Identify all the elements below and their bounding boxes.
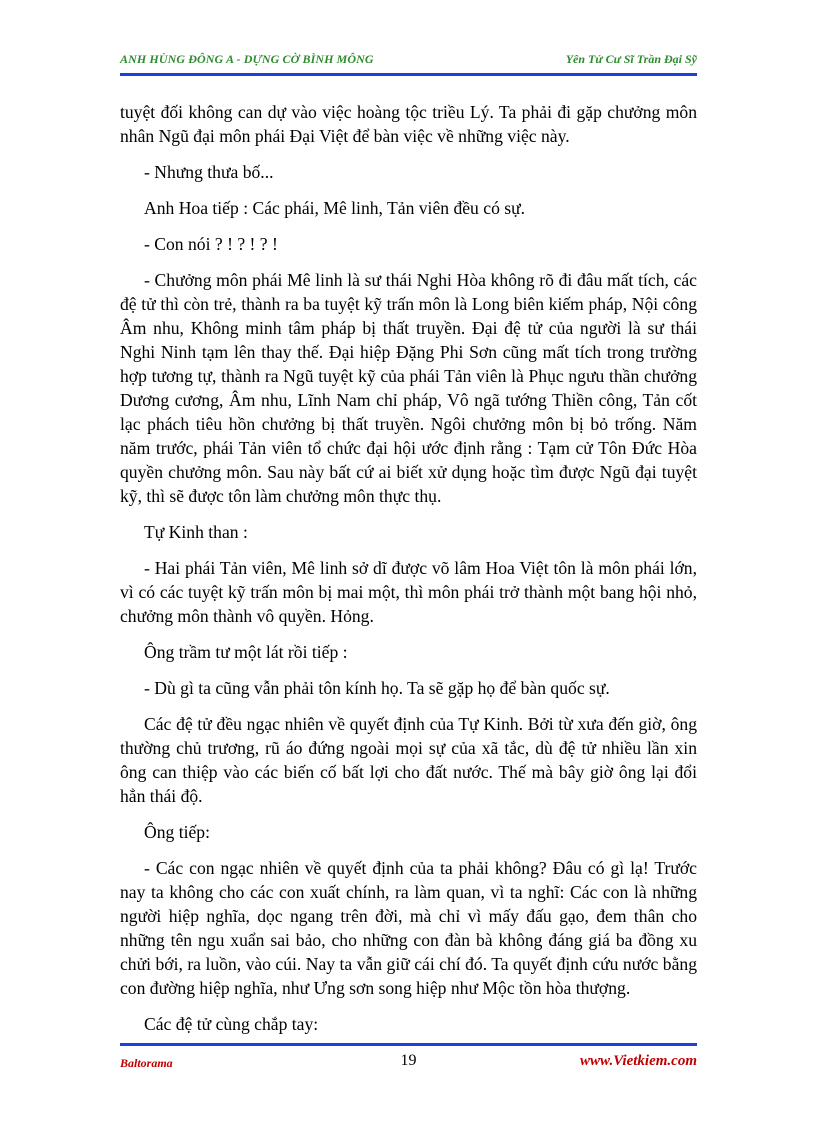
paragraph-1: tuyệt đối không can dự vào việc hoàng tộc triều Lý. Ta phải đi gặp chưởng môn nhân Ngũ đại môn phái Đại Việt để bàn việc về những việc này. — [120, 102, 697, 146]
paragraph-9: - Dù gì ta cũng vẫn phải tôn kính họ. Ta sẽ gặp họ để bàn quốc sự. — [144, 678, 610, 698]
paragraph-13: Các đệ tử cùng chắp tay: — [144, 1014, 319, 1034]
footer-rule — [120, 1043, 697, 1046]
footer-publisher: Baltorama — [120, 1056, 173, 1070]
footer-website-link[interactable]: www.Vietkiem.com — [580, 1053, 697, 1069]
page-number: 19 — [400, 1052, 417, 1069]
running-header — [120, 52, 697, 72]
header-rule — [120, 73, 697, 76]
paragraph-10: Các đệ tử đều ngạc nhiên về quyết định của Tự Kinh. Bởi từ xưa đến giờ, ông thường chủ trương, rũ áo đứng ngoài mọi sự của xã tắc, dù đệ tử nhiều lần xin ông can thiệp vào các biến cố bất lợi cho đất nước. Thế mà bây giờ ông lại đổi hẳn thái độ. — [120, 714, 697, 806]
paragraph-3: Anh Hoa tiếp : Các phái, Mê linh, Tản viên đều có sự. — [144, 198, 526, 218]
header-book-title: ANH HÙNG ĐÔNG A - DỰNG CỜ BÌNH MÔNG — [120, 52, 374, 66]
paragraph-5: - Chưởng môn phái Mê linh là sư thái Nghi Hòa không rõ đi đâu mất tích, các đệ tử thì còn trẻ, thành ra ba tuyệt kỹ trấn môn là Long biên kiếm pháp, Nội công Âm nhu, Không minh tâm pháp bị thất truyền. Đại đệ tử của người là sư thái Nghi Ninh tạm lên thay thế. Đại hiệp Đặng Phi Sơn cũng mất tích trong trường hợp tương tự, thành ra Ngũ tuyệt kỹ của phái Tản viên là Phục ngưu thần chưởng Dương cương, Âm nhu, Lĩnh Nam chỉ pháp, Vô ngã tướng Thiền công, Tản cốt lạc phách tiêu hồn chưởng bị thất truyền. Ngôi chưởng môn bị bỏ trống. Năm năm trước, phái Tản viên tổ chức đại hội ước định rằng : Tạm cử Tôn Đức Hòa quyền chưởng môn. Sau này bất cứ ai biết xử dụng hoặc tìm được Ngũ đại tuyệt kỹ, thì sẽ được tôn làm chưởng môn thực thụ. — [120, 270, 697, 506]
paragraph-8: Ông trầm tư một lát rồi tiếp : — [144, 642, 348, 662]
paragraph-7: - Hai phái Tản viên, Mê linh sở dĩ được võ lâm Hoa Việt tôn là môn phái lớn, vì có các tuyệt kỹ trấn môn bị mai một, thì môn phái trở thành một bang hội nhỏ, chưởng môn thành vô quyền. Hỏng. — [120, 558, 697, 626]
paragraph-12: - Các con ngạc nhiên về quyết định của ta phải không? Đâu có gì lạ! Trước nay ta không cho các con xuất chính, ra làm quan, vì ta nghĩ: Các con là những người hiệp nghĩa, dọc ngang trên đời, mà chỉ vì mấy đấu gạo, đem thân cho những tên ngu xuẩn sai bảo, cho những con đàn bà không đáng giá ba đồng xu chửi bới, ra luồn, vào cúi. Nay ta vẫn giữ cái chí đó. Ta quyết định cứu nước bằng con đường hiệp nghĩa, như Ưng sơn song hiệp như Mộc tồn hòa thượng. — [120, 858, 697, 998]
paragraph-4: - Con nói ? ! ? ! ? ! — [144, 234, 278, 254]
paragraph-11: Ông tiếp: — [144, 822, 210, 842]
header-author: Yên Tử Cư Sĩ Trần Đại Sỹ — [565, 52, 697, 66]
paragraph-2: - Nhưng thưa bố... — [144, 162, 274, 182]
paragraph-6: Tự Kinh than : — [144, 522, 248, 542]
running-footer — [120, 1052, 697, 1074]
body-text — [120, 100, 697, 1048]
